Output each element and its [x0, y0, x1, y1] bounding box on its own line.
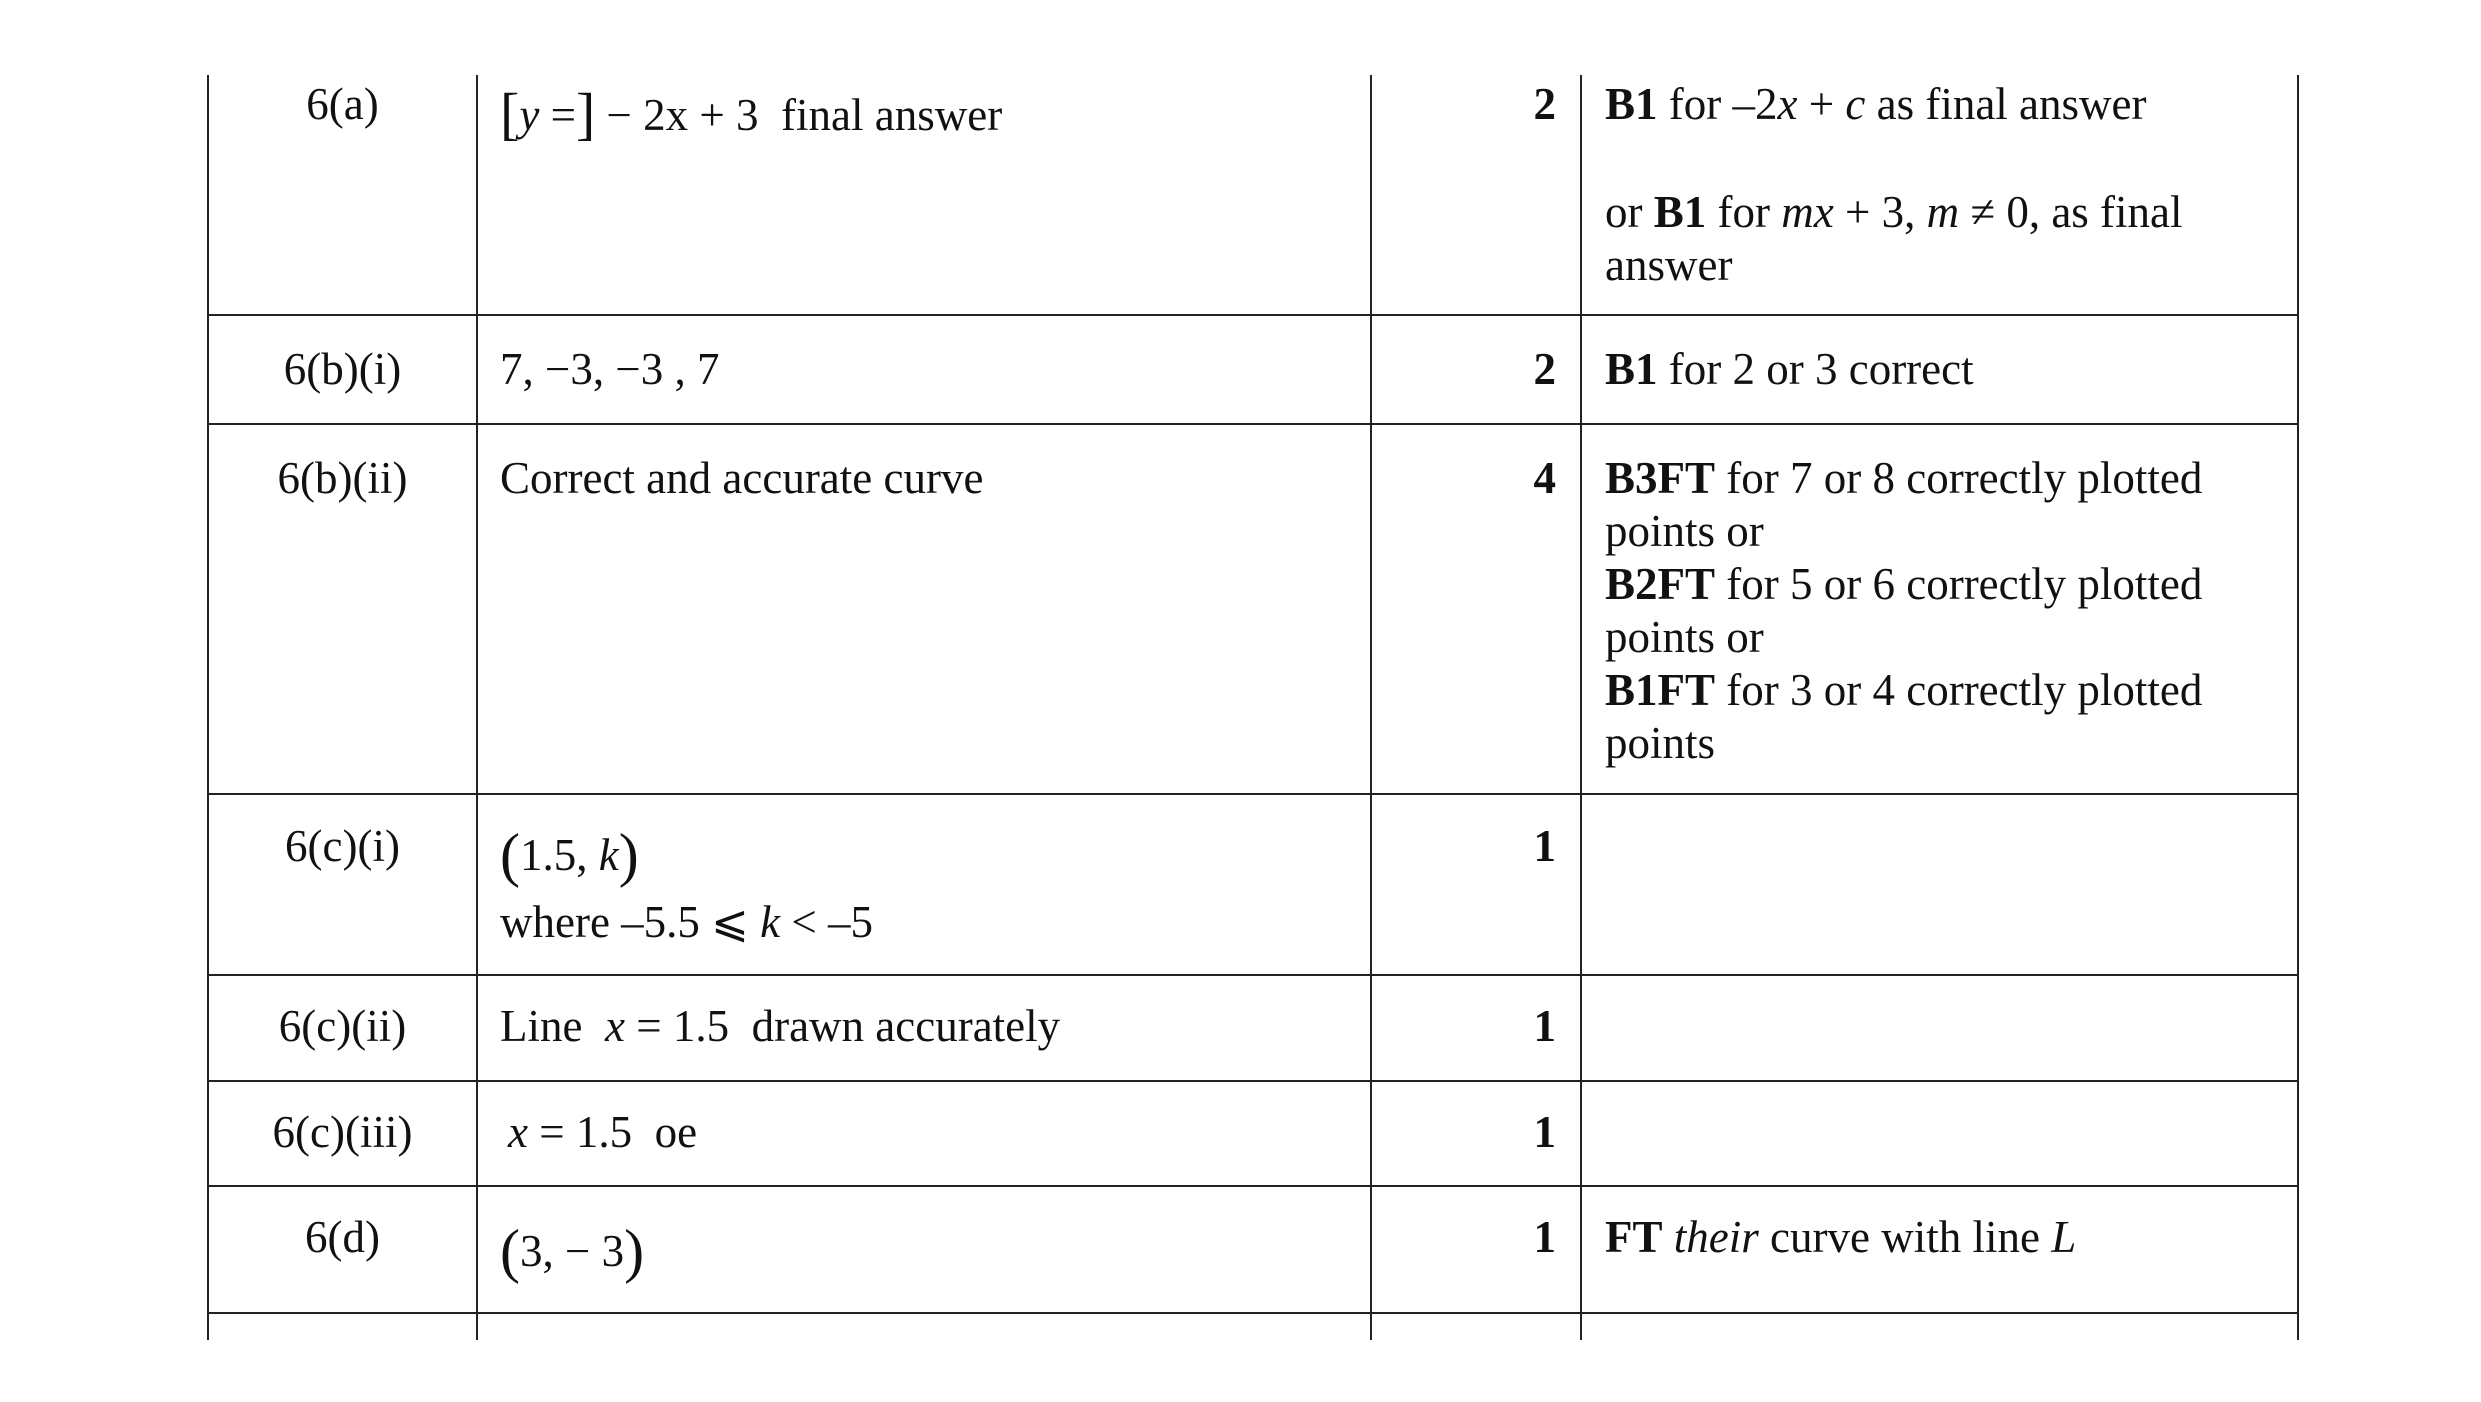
- guidance-cell: [1605, 1211, 2076, 1264]
- paren-open: (: [500, 1218, 520, 1284]
- guidance-text: for 2 or 3 correct: [1668, 344, 1974, 394]
- var-L: L: [2051, 1212, 2077, 1262]
- marks: 2: [1533, 344, 1556, 394]
- marks: 4: [1533, 453, 1556, 503]
- question-number: 6(b)(i): [283, 344, 402, 394]
- guidance-text: for 5 or 6 correctly plotted: [1726, 559, 2203, 609]
- answer-text: < –5: [791, 897, 874, 947]
- var-m: m: [1926, 187, 1960, 237]
- guidance-text: curve with line: [1770, 1212, 2040, 1262]
- row-divider: [207, 423, 2299, 425]
- mark-code: B3FT: [1605, 453, 1716, 503]
- var-x: x: [508, 1107, 528, 1157]
- paren-open: (: [500, 822, 520, 888]
- row-divider: [207, 793, 2299, 795]
- guidance-cell: [1605, 558, 2202, 611]
- question-number: 6(a): [306, 79, 379, 129]
- guidance-text: ≠ 0, as final: [1970, 187, 2183, 237]
- var-y: y: [519, 90, 540, 140]
- question-number: 6(c)(ii): [278, 1001, 407, 1051]
- answer-text: drawn accurately: [751, 1001, 1061, 1051]
- guidance-cell: [1605, 186, 2183, 239]
- marks: 2: [1533, 79, 1556, 129]
- answer-text: oe: [654, 1107, 698, 1157]
- guidance-text: or: [1605, 187, 1643, 237]
- marks: 1: [1533, 1001, 1556, 1051]
- var-mx: mx: [1781, 187, 1834, 237]
- guidance-text: for –2: [1668, 79, 1778, 129]
- guidance-text: +: [1808, 79, 1835, 129]
- row-divider: [207, 1312, 2299, 1314]
- column-divider: [1580, 75, 1582, 1340]
- guidance-cell: answer: [1605, 240, 1733, 290]
- paren-close: ): [618, 822, 639, 888]
- mark-code: B2FT: [1605, 559, 1716, 609]
- equals: =: [550, 90, 576, 140]
- guidance-text: as final answer: [1876, 79, 2147, 129]
- answer-cell: [500, 896, 873, 949]
- var-x: x: [604, 1001, 625, 1051]
- table-border-right: [2297, 75, 2299, 1340]
- column-divider: [476, 75, 478, 1340]
- mark-code: B1: [1653, 187, 1707, 237]
- guidance-text: for 7 or 8 correctly plotted: [1726, 453, 2203, 503]
- guidance-cell: points or: [1605, 612, 1764, 662]
- mark-code: FT: [1605, 1212, 1663, 1262]
- question-number: 6(d): [305, 1212, 380, 1262]
- guidance-text: + 3,: [1844, 187, 1916, 237]
- answer-cell: [500, 822, 639, 888]
- answer-text: where –5.5 ⩽: [500, 897, 749, 947]
- guidance-cell: points or: [1605, 506, 1764, 556]
- mark-code: B1FT: [1605, 665, 1716, 715]
- marks: 1: [1533, 821, 1556, 871]
- row-divider: [207, 1080, 2299, 1082]
- answer-cell: 7, −3, −3 , 7: [500, 344, 720, 394]
- row-divider: [207, 974, 2299, 976]
- var-k: k: [598, 830, 619, 880]
- var-k: k: [760, 897, 781, 947]
- guidance-cell: [1605, 343, 1974, 396]
- guidance-cell: points: [1605, 718, 1716, 768]
- expression: − 2x + 3: [606, 90, 759, 140]
- marks: 1: [1533, 1212, 1556, 1262]
- var-x: x: [1777, 79, 1798, 129]
- guidance-cell: [1605, 664, 2202, 717]
- var-c: c: [1845, 79, 1866, 129]
- coordinate-value: 3, − 3: [519, 1226, 625, 1276]
- answer-cell: [500, 1000, 1060, 1053]
- paren-close: ): [624, 1218, 645, 1284]
- row-divider: [207, 314, 2299, 316]
- answer-cell: [500, 1218, 645, 1284]
- answer-cell: [508, 1106, 697, 1159]
- question-number: 6(b)(ii): [277, 453, 408, 503]
- marks: 1: [1533, 1107, 1556, 1157]
- bracket-open: [: [500, 81, 520, 146]
- answer-value: = 1.5: [636, 1001, 730, 1051]
- guidance-cell: [1605, 78, 2147, 131]
- question-number: 6(c)(i): [285, 821, 400, 871]
- answer-value: = 1.5: [539, 1107, 633, 1157]
- mark-code: B1: [1605, 344, 1658, 394]
- row-divider: [207, 1185, 2299, 1187]
- answer-note: final answer: [781, 90, 1003, 140]
- question-number: 6(c)(iii): [272, 1107, 413, 1157]
- guidance-cell: [1605, 452, 2202, 505]
- guidance-text: for: [1717, 187, 1770, 237]
- answer-text: Line: [500, 1001, 583, 1051]
- mark-code: B1: [1605, 79, 1658, 129]
- answer-cell: Correct and accurate curve: [500, 453, 984, 503]
- bracket-close: ]: [575, 81, 596, 146]
- answer-cell: [500, 81, 1003, 146]
- guidance-text: for 3 or 4 correctly plotted: [1726, 665, 2203, 715]
- guidance-emphasis: their: [1673, 1212, 1759, 1262]
- coordinate-value: 1.5,: [519, 830, 588, 880]
